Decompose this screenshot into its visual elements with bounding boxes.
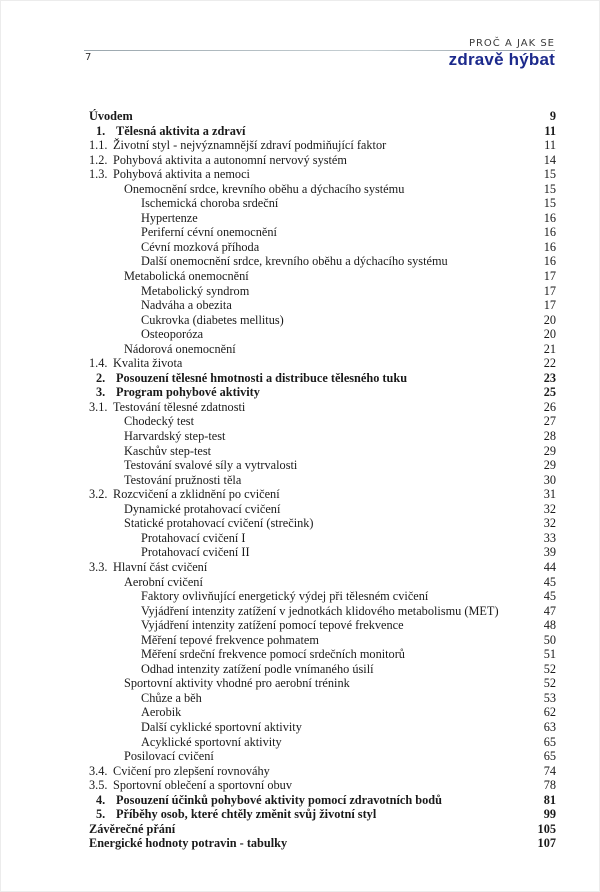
toc-entry-title-wrap <box>89 778 292 793</box>
toc-entry[interactable] <box>89 764 556 779</box>
toc-entry[interactable] <box>89 313 556 328</box>
toc-entry-page: 32 <box>543 501 556 516</box>
toc-entry-title: Aerobik <box>141 705 182 720</box>
toc-entry-page: 51 <box>543 647 556 662</box>
toc-entry-number: 4. <box>96 792 106 807</box>
toc-entry[interactable] <box>89 647 556 662</box>
toc-entry-title-wrap <box>89 749 214 764</box>
toc-entry[interactable] <box>89 604 556 619</box>
toc-entry-title-wrap <box>89 836 287 851</box>
toc-entry-title-wrap <box>89 575 203 590</box>
toc-entry-title: Měření srdeční frekvence pomocí srdečních monitorů <box>141 647 405 662</box>
toc-entry-page: 50 <box>543 632 556 647</box>
toc-entry[interactable] <box>89 167 556 182</box>
toc-entry[interactable] <box>89 269 556 284</box>
toc-entry[interactable] <box>89 356 556 371</box>
toc-entry-number: 1.1. <box>89 138 108 153</box>
toc-entry-page: 39 <box>543 545 556 560</box>
toc-entry-title: Hypertenze <box>141 210 198 225</box>
toc-entry-title-wrap <box>89 735 282 750</box>
toc-entry-page: 28 <box>543 429 556 444</box>
toc-entry-title: Program pohybové aktivity <box>116 385 260 400</box>
toc-entry-page: 16 <box>543 254 556 269</box>
toc-entry-number: 3.1. <box>89 399 108 414</box>
table-of-contents <box>89 109 556 851</box>
toc-entry-title: Metabolický syndrom <box>141 283 250 298</box>
toc-entry-title-wrap <box>89 240 259 255</box>
toc-entry[interactable] <box>89 822 556 837</box>
toc-entry-title-wrap <box>89 487 280 502</box>
toc-entry-title: Statické protahovací cvičení (strečink) <box>124 516 314 531</box>
toc-entry-page: 16 <box>543 210 556 225</box>
toc-entry-page: 15 <box>543 196 556 211</box>
toc-entry-title: Vyjádření intenzity zatížení pomocí tepové frekvence <box>141 618 404 633</box>
toc-entry-title: Kvalita života <box>113 356 183 371</box>
toc-entry-title-wrap <box>89 269 249 284</box>
toc-entry-title: Nadváha a obezita <box>141 298 232 313</box>
toc-entry-page: 78 <box>543 778 556 793</box>
toc-entry-title-wrap <box>89 356 182 371</box>
toc-entry[interactable] <box>89 807 556 822</box>
toc-entry-title-wrap <box>89 254 448 269</box>
toc-entry-title: Kaschův step-test <box>124 443 212 458</box>
toc-entry-number: 1.2. <box>89 152 108 167</box>
toc-entry-page: 11 <box>544 123 556 138</box>
toc-entry-title: Testování svalové síly a vytrvalosti <box>124 458 298 473</box>
toc-entry[interactable] <box>89 705 556 720</box>
toc-entry-page: 17 <box>543 283 556 298</box>
toc-entry-title: Vyjádření intenzity zatížení v jednotkách klidového metabolismu (MET) <box>141 603 499 618</box>
toc-entry-title: Posouzení tělesné hmotnosti a distribuce tělesného tuku <box>116 370 408 385</box>
toc-entry-number: 3.5. <box>89 778 108 793</box>
toc-entry-page: 22 <box>543 356 556 371</box>
toc-entry[interactable] <box>89 240 556 255</box>
toc-entry-title: Cvičení pro zlepšení rovnováhy <box>113 763 270 778</box>
toc-entry-title: Dynamické protahovací cvičení <box>124 501 281 516</box>
toc-entry-title: Další onemocnění srdce, krevního oběhu a dýchacího systému <box>141 254 448 269</box>
toc-entry[interactable] <box>89 589 556 604</box>
toc-entry-page: 15 <box>543 181 556 196</box>
toc-entry-title-wrap <box>89 560 207 575</box>
toc-entry[interactable] <box>89 473 556 488</box>
toc-entry-title-wrap <box>89 807 376 822</box>
toc-entry-title: Protahovací cvičení I <box>141 530 246 545</box>
toc-entry[interactable] <box>89 778 556 793</box>
toc-entry-title: Faktory ovlivňující energetický výdej při tělesném cvičení <box>141 589 429 604</box>
toc-entry-number: 1. <box>96 123 106 138</box>
toc-entry[interactable] <box>89 196 556 211</box>
toc-entry-page: 74 <box>543 763 556 778</box>
toc-entry-title: Posouzení účinků pohybové aktivity pomocí zdravotních bodů <box>116 792 442 807</box>
toc-entry[interactable] <box>89 691 556 706</box>
toc-entry-title: Testování pružnosti těla <box>124 472 242 487</box>
toc-entry-title-wrap <box>89 444 211 459</box>
toc-entry[interactable] <box>89 531 556 546</box>
toc-entry-title-wrap <box>89 764 270 779</box>
toc-entry-title-wrap <box>89 604 499 619</box>
toc-entry-title-wrap <box>89 662 374 677</box>
toc-entry-title-wrap <box>89 473 241 488</box>
toc-entry-title: Cukrovka (diabetes mellitus) <box>141 312 284 327</box>
toc-entry-title-wrap <box>89 371 407 386</box>
toc-entry[interactable] <box>89 153 556 168</box>
toc-entry[interactable] <box>89 676 556 691</box>
toc-entry-title-wrap <box>89 167 250 182</box>
toc-entry[interactable] <box>89 836 556 851</box>
toc-entry-title-wrap <box>89 429 225 444</box>
toc-entry-page: 47 <box>543 603 556 618</box>
toc-entry[interactable] <box>89 400 556 415</box>
toc-entry-page: 27 <box>543 414 556 429</box>
toc-entry-title: Posilovací cvičení <box>124 749 214 764</box>
toc-entry-title-wrap <box>89 633 319 648</box>
toc-entry-page: 11 <box>544 138 556 153</box>
toc-entry-number: 3.3. <box>89 559 108 574</box>
toc-entry-page: 20 <box>543 312 556 327</box>
toc-entry-title-wrap <box>89 793 442 808</box>
page-number: 7 <box>85 52 92 63</box>
toc-entry-page: 32 <box>543 516 556 531</box>
toc-entry[interactable] <box>89 138 556 153</box>
toc-entry-title-wrap <box>89 531 245 546</box>
toc-entry-title-wrap <box>89 124 245 139</box>
toc-entry[interactable] <box>89 487 556 502</box>
toc-entry-title-wrap <box>89 196 278 211</box>
toc-entry-title: Nádorová onemocnění <box>124 341 236 356</box>
toc-entry-number: 5. <box>96 807 106 822</box>
toc-entry-page: 65 <box>543 734 556 749</box>
toc-entry[interactable] <box>89 749 556 764</box>
toc-entry-number: 1.4. <box>89 356 108 371</box>
toc-entry[interactable] <box>89 735 556 750</box>
toc-entry-title-wrap <box>89 284 249 299</box>
toc-entry-title: Rozcvičení a zklidnění po cvičení <box>113 487 280 502</box>
toc-entry[interactable] <box>89 327 556 342</box>
toc-entry-page: 62 <box>543 705 556 720</box>
toc-entry-page: 33 <box>543 530 556 545</box>
toc-entry[interactable] <box>89 182 556 197</box>
toc-entry-page: 48 <box>543 618 556 633</box>
toc-entry-page: 29 <box>543 443 556 458</box>
toc-entry-title-wrap <box>89 182 404 197</box>
toc-entry[interactable] <box>89 342 556 357</box>
toc-entry-title-wrap <box>89 720 302 735</box>
toc-entry-title-wrap <box>89 109 133 124</box>
toc-entry-title-wrap <box>89 458 297 473</box>
toc-entry-title-wrap <box>89 691 202 706</box>
toc-entry[interactable] <box>89 211 556 226</box>
toc-entry-page: 52 <box>543 676 556 691</box>
toc-entry-number: 1.3. <box>89 167 108 182</box>
toc-entry[interactable] <box>89 298 556 313</box>
toc-entry-title: Odhad intenzity zatížení podle vnímaného úsilí <box>141 661 374 676</box>
toc-entry-page: 52 <box>543 661 556 676</box>
toc-entry[interactable] <box>89 458 556 473</box>
toc-entry-title-wrap <box>89 342 236 357</box>
toc-entry-title: Aerobní cvičení <box>124 574 203 589</box>
toc-entry-title-wrap <box>89 400 245 415</box>
toc-entry-title: Závěrečné přání <box>89 821 176 836</box>
toc-entry-title-wrap <box>89 327 203 342</box>
toc-entry-title: Sportovní oblečení a sportovní obuv <box>113 778 292 793</box>
toc-entry-title-wrap <box>89 414 194 429</box>
toc-entry-title-wrap <box>89 298 232 313</box>
toc-entry-page: 45 <box>543 589 556 604</box>
toc-entry-title: Hlavní část cvičení <box>113 559 208 574</box>
toc-entry-title: Cévní mozková příhoda <box>141 239 260 254</box>
series-title: PROČ A JAK SE <box>468 38 555 49</box>
toc-entry-page: 25 <box>543 385 556 400</box>
toc-entry[interactable] <box>89 254 556 269</box>
toc-entry-title: Acyklické sportovní aktivity <box>141 734 282 749</box>
toc-entry-title: Měření tepové frekvence pohmatem <box>141 632 319 647</box>
toc-entry-number: 2. <box>96 370 106 385</box>
toc-entry-title: Tělesná aktivita a zdraví <box>116 123 246 138</box>
toc-entry-title-wrap <box>89 516 314 531</box>
toc-entry[interactable] <box>89 662 556 677</box>
toc-entry-page: 14 <box>543 152 556 167</box>
toc-entry-title-wrap <box>89 705 181 720</box>
toc-entry-title: Příběhy osob, které chtěly změnit svůj životní styl <box>116 807 377 822</box>
toc-entry[interactable] <box>89 109 556 124</box>
toc-entry[interactable] <box>89 371 556 386</box>
toc-entry[interactable] <box>89 720 556 735</box>
toc-entry-title: Testování tělesné zdatnosti <box>113 399 246 414</box>
toc-entry-page: 26 <box>543 399 556 414</box>
toc-entry-title-wrap <box>89 502 280 517</box>
toc-entry-page: 20 <box>543 327 556 342</box>
toc-entry[interactable] <box>89 633 556 648</box>
toc-entry-title-wrap <box>89 138 386 153</box>
toc-entry-title-wrap <box>89 676 350 691</box>
toc-entry-title: Chůze a běh <box>141 690 202 705</box>
toc-entry[interactable] <box>89 793 556 808</box>
toc-entry[interactable] <box>89 516 556 531</box>
toc-entry[interactable] <box>89 225 556 240</box>
toc-entry[interactable] <box>89 502 556 517</box>
toc-entry-title: Chodecký test <box>124 414 195 429</box>
toc-entry-page: 44 <box>543 559 556 574</box>
toc-entry[interactable] <box>89 385 556 400</box>
toc-entry-title: Pohybová aktivita a autonomní nervový systém <box>113 152 347 167</box>
toc-entry-page: 9 <box>549 109 556 123</box>
toc-entry-title: Úvodem <box>89 109 133 123</box>
toc-entry-title-wrap <box>89 211 198 226</box>
toc-entry[interactable] <box>89 284 556 299</box>
toc-entry-page: 105 <box>537 821 556 836</box>
toc-entry-title: Životní styl - nejvýznamnější zdraví podmiňující faktor <box>113 138 387 153</box>
toc-entry-title: Sportovní aktivity vhodné pro aerobní trénink <box>124 676 350 691</box>
toc-entry-page: 81 <box>543 792 556 807</box>
toc-entry-page: 29 <box>543 458 556 473</box>
toc-entry-title-wrap <box>89 589 428 604</box>
toc-entry-title-wrap <box>89 153 347 168</box>
toc-entry-title: Protahovací cvičení II <box>141 545 250 560</box>
toc-entry-page: 17 <box>543 298 556 313</box>
toc-entry-page: 15 <box>543 167 556 182</box>
book-title: zdravě hýbat <box>448 50 555 69</box>
toc-entry-title-wrap <box>89 618 404 633</box>
toc-entry-title-wrap <box>89 545 250 560</box>
toc-entry[interactable] <box>89 124 556 139</box>
toc-entry-number: 3.2. <box>89 487 108 502</box>
toc-entry-page: 21 <box>543 341 556 356</box>
toc-entry-title-wrap <box>89 225 277 240</box>
toc-entry-title: Osteoporóza <box>141 327 204 342</box>
toc-entry-page: 23 <box>543 370 556 385</box>
toc-entry-page: 30 <box>543 472 556 487</box>
toc-entry[interactable] <box>89 429 556 444</box>
toc-entry-title: Harvardský step-test <box>124 429 226 444</box>
toc-entry-title-wrap <box>89 313 284 328</box>
toc-entry-title-wrap <box>89 822 175 837</box>
toc-entry[interactable] <box>89 444 556 459</box>
toc-entry-number: 3. <box>96 385 106 400</box>
toc-entry-page: 16 <box>543 225 556 240</box>
toc-entry-page: 17 <box>543 269 556 284</box>
toc-entry-page: 45 <box>543 574 556 589</box>
toc-entry-page: 31 <box>543 487 556 502</box>
toc-entry-number: 3.4. <box>89 763 108 778</box>
toc-entry-title: Ischemická choroba srdeční <box>141 196 279 211</box>
toc-entry[interactable] <box>89 560 556 575</box>
toc-entry-title: Periferní cévní onemocnění <box>141 225 277 240</box>
toc-entry-title: Onemocnění srdce, krevního oběhu a dýchacího systému <box>124 181 405 196</box>
toc-entry-title: Další cyklické sportovní aktivity <box>141 719 302 734</box>
toc-entry-page: 99 <box>543 807 556 822</box>
toc-entry-title-wrap <box>89 385 260 400</box>
toc-entry-page: 107 <box>537 836 556 851</box>
toc-entry-title: Metabolická onemocnění <box>124 269 249 284</box>
toc-entry[interactable] <box>89 575 556 590</box>
toc-entry-title: Energické hodnoty potravin - tabulky <box>89 836 288 851</box>
toc-entry-page: 63 <box>543 719 556 734</box>
toc-entry-title: Pohybová aktivita a nemoci <box>113 167 250 182</box>
toc-entry[interactable] <box>89 414 556 429</box>
toc-entry-page: 16 <box>543 239 556 254</box>
toc-entry-page: 53 <box>543 690 556 705</box>
toc-entry[interactable] <box>89 618 556 633</box>
toc-entry[interactable] <box>89 545 556 560</box>
toc-entry-page: 65 <box>543 749 556 764</box>
toc-entry-title-wrap <box>89 647 405 662</box>
